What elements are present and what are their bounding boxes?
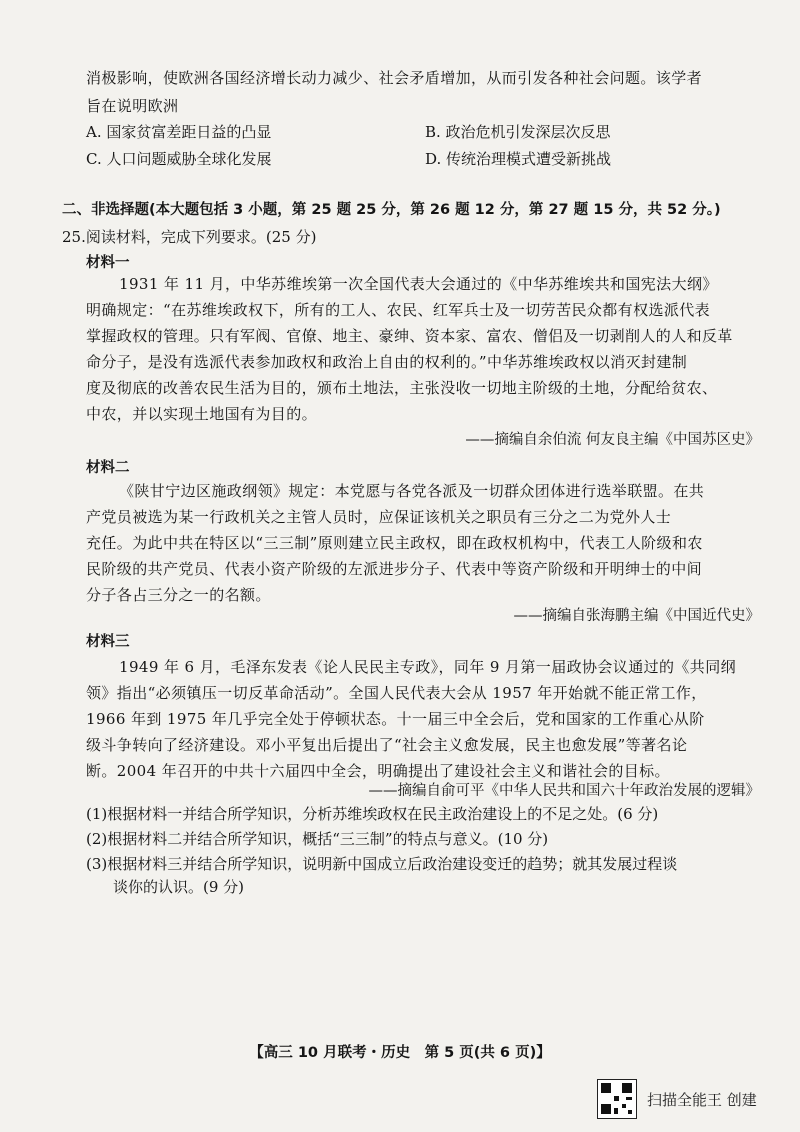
material-1-line: 1931 年 11 月，中华苏维埃第一次全国代表大会通过的《中华苏维埃共和国宪法大纲》 <box>119 275 718 293</box>
q24-option-c: C. 人口问题威胁全球化发展 <box>86 150 272 168</box>
material-3-source: ——摘编自俞可平《中华人民共和国六十年政治发展的逻辑》 <box>368 783 760 799</box>
sub-question-1: (1)根据材料一并结合所学知识，分析苏维埃政权在民主政治建设上的不足之处。(6 分) <box>86 805 659 823</box>
q25-title: 25.阅读材料，完成下列要求。(25 分) <box>62 228 317 246</box>
material-3-line: 1966 年到 1975 年几乎完全处于停顿状态。十一届三中全会后，党和国家的工作重心从阶 <box>86 710 705 728</box>
material-1-line: 明确规定：“在苏维埃政权下，所有的工人、农民、红军兵士及一切劳苦民众都有权选派代表 <box>86 301 711 319</box>
sub-question-3: (3)根据材料三并结合所学知识，说明新中国成立后政治建设变迁的趋势；就其发展过程谈 <box>86 855 678 873</box>
scanner-watermark <box>597 1079 757 1119</box>
material-2-label: 材料二 <box>86 460 130 476</box>
sub-question-2: (2)根据材料二并结合所学知识，概括“三三制”的特点与意义。(10 分) <box>86 830 549 848</box>
scanner-label: 扫描全能王 创建 <box>647 1090 757 1109</box>
material-2-line: 充任。为此中共在特区以“三三制”原则建立民主政权，即在政权机构中，代表工人阶级和农 <box>86 534 703 552</box>
material-1-line: 中农，并以实现土地国有为目的。 <box>86 405 318 423</box>
material-3-line: 领》指出“必须镇压一切反革命活动”。全国人民代表大会从 1957 年开始就不能正常工作， <box>86 684 707 702</box>
q24-option-b: B. 政治危机引发深层次反思 <box>425 123 611 141</box>
q24-stem-line2: 旨在说明欧洲 <box>86 97 179 115</box>
q24-option-a: A. 国家贫富差距日益的凸显 <box>86 123 272 141</box>
material-3-line: 断。2004 年召开的中共十六届四中全会，明确提出了建设社会主义和谐社会的目标。 <box>86 762 670 780</box>
material-1-label: 材料一 <box>86 255 130 271</box>
material-1-line: 命分子，是没有选派代表参加政权和政治上自由的权利的。”中华苏维埃政权以消灭封建制 <box>86 353 688 371</box>
material-3-label: 材料三 <box>86 634 130 650</box>
material-1-line: 掌握政权的管理。只有军阀、官僚、地主、豪绅、资本家、富农、僧侣及一切剥削人的人和反革 <box>86 327 733 345</box>
material-2-line: 民阶级的共产党员、代表小资产阶级的左派进步分子、代表中等资产阶级和开明绅士的中间 <box>86 560 703 578</box>
qr-code-icon <box>597 1079 637 1119</box>
q24-option-d: D. 传统治理模式遭受新挑战 <box>425 150 612 168</box>
material-3-line: 级斗争转向了经济建设。邓小平复出后提出了“社会主义愈发展，民主也愈发展”等著名论 <box>86 736 688 754</box>
material-3-line: 1949 年 6 月，毛泽东发表《论人民民主专政》，同年 9 月第一届政协会议通过的《共同纲 <box>119 658 737 676</box>
q24-stem-line1: 消极影响，使欧洲各国经济增长动力减少、社会矛盾增加，从而引发各种社会问题。该学者 <box>86 69 703 87</box>
sub-question-3-cont: 谈你的认识。(9 分) <box>113 878 245 896</box>
material-1-source: ——摘编自余伯流 何友良主编《中国苏区史》 <box>465 432 760 448</box>
material-2-line: 分子各占三分之一的名额。 <box>86 586 271 604</box>
section-heading: 二、非选择题(本大题包括 3 小题，第 25 题 25 分，第 26 题 12 分，第 27 题 15 分，共 52 分。) <box>62 202 721 218</box>
material-1-line: 度及彻底的改善农民生活为目的，颁布土地法，主张没收一切地主阶级的土地，分配给贫农、 <box>86 379 718 397</box>
material-2-line: 产党员被选为某一行政机关之主管人员时，应保证该机关之职员有三分之二为党外人士 <box>86 508 672 526</box>
page-footer: 【高三 10 月联考・历史 第 5 页(共 6 页)】 <box>249 1045 551 1061</box>
material-2-source: ——摘编自张海鹏主编《中国近代史》 <box>513 608 760 624</box>
material-2-line: 《陕甘宁边区施政纲领》规定：本党愿与各党各派及一切群众团体进行选举联盟。在共 <box>119 482 705 500</box>
